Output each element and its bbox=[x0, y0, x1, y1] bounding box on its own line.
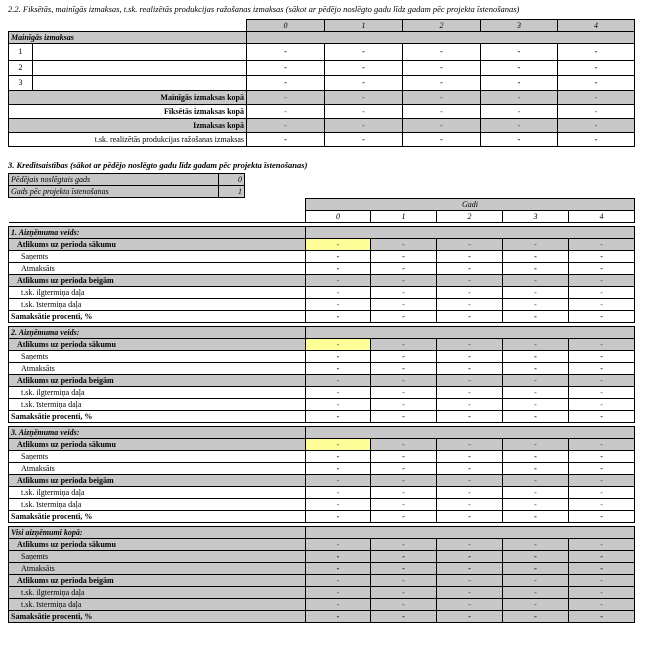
loan-title: Visi aizņēmumi kopā: bbox=[9, 527, 306, 539]
loan-value[interactable]: - bbox=[437, 363, 503, 375]
long-term-row bbox=[9, 387, 635, 399]
loan-value: - bbox=[371, 587, 437, 599]
long-term-row bbox=[9, 287, 635, 299]
loan-value[interactable]: - bbox=[503, 263, 569, 275]
loan-value: - bbox=[503, 611, 569, 623]
year-after-project-row bbox=[9, 186, 245, 198]
loan-value[interactable]: - bbox=[437, 351, 503, 363]
loan-value[interactable]: - bbox=[437, 463, 503, 475]
loan-value[interactable]: - bbox=[503, 463, 569, 475]
loan-value[interactable]: - bbox=[503, 311, 569, 323]
loan-value[interactable]: - bbox=[306, 311, 371, 323]
loan-value: - bbox=[503, 551, 569, 563]
loan-value[interactable]: - bbox=[569, 311, 635, 323]
loan-value[interactable]: - bbox=[437, 251, 503, 263]
cost-value[interactable]: - bbox=[403, 61, 481, 76]
loan-value[interactable]: - bbox=[306, 411, 371, 423]
loan-value: - bbox=[306, 587, 371, 599]
last-closed-year-row bbox=[9, 174, 245, 186]
loan-value[interactable]: - bbox=[371, 463, 437, 475]
loan-value: - bbox=[371, 475, 437, 487]
row-label: Samaksātie procenti, % bbox=[9, 611, 306, 623]
fixed-cost-value[interactable]: - bbox=[403, 105, 481, 119]
variable-costs-header-row bbox=[9, 32, 635, 44]
section-2-2-title: 2.2. Fiksētās, mainīgās izmaksas, t.sk. realizētās produkcijas ražošanas izmaksas (sākot ar pēdējo noslēgto gadu līdz gadam pēc projekta īstenošanas) bbox=[8, 4, 520, 14]
loan-value[interactable]: - bbox=[437, 511, 503, 523]
loan-value: - bbox=[371, 499, 437, 511]
cost-value[interactable]: - bbox=[558, 61, 635, 76]
row-label: Samaksātie procenti, % bbox=[9, 311, 306, 323]
loan-value[interactable]: - bbox=[503, 511, 569, 523]
loan-title: 1. Aizņēmuma veids: bbox=[9, 227, 306, 239]
loan-value: - bbox=[371, 299, 437, 311]
total-value: - bbox=[247, 119, 325, 133]
received-row[interactable] bbox=[9, 451, 635, 463]
loan-value[interactable]: - bbox=[371, 511, 437, 523]
loan-value[interactable]: - bbox=[569, 511, 635, 523]
short-term-row bbox=[9, 399, 635, 411]
total-value: - bbox=[558, 119, 635, 133]
loan-value: - bbox=[437, 399, 503, 411]
section-3-title: 3. Kredītsaistības (sākot ar pēdējo noslēgto gadu līdz gadam pēc projekta īstenošanas) bbox=[8, 160, 308, 170]
info-label: Gads pēc projekta īstenošanas bbox=[9, 186, 219, 198]
loan-title: 2. Aizņēmuma veids: bbox=[9, 327, 306, 339]
returned-row[interactable] bbox=[9, 363, 635, 375]
loan-value: - bbox=[371, 239, 437, 251]
loan-value: - bbox=[306, 375, 371, 387]
loan-value[interactable]: - bbox=[503, 451, 569, 463]
total-label: Izmaksas kopā bbox=[9, 119, 247, 133]
row-label: t.sk. ilgtermiņa daļa bbox=[9, 387, 306, 399]
production-costs-row[interactable] bbox=[9, 133, 635, 147]
loan-value: - bbox=[306, 275, 371, 287]
short-term-row bbox=[9, 299, 635, 311]
loan-value: - bbox=[569, 387, 635, 399]
fixed-cost-value[interactable]: - bbox=[247, 105, 325, 119]
loan-value[interactable]: - bbox=[437, 263, 503, 275]
row-label: Saņemts bbox=[9, 551, 306, 563]
received-row[interactable] bbox=[9, 251, 635, 263]
years-header-row bbox=[9, 20, 635, 32]
fixed-cost-value[interactable]: - bbox=[325, 105, 403, 119]
year-header: 3 bbox=[481, 20, 558, 32]
loan-value[interactable]: - bbox=[503, 351, 569, 363]
loan-value[interactable]: - bbox=[503, 411, 569, 423]
loan-value: - bbox=[371, 375, 437, 387]
loan-value: - bbox=[371, 399, 437, 411]
year-header: 1 bbox=[325, 20, 403, 32]
row-label: Atlikums uz perioda beigām bbox=[9, 375, 306, 387]
cost-value[interactable]: - bbox=[481, 76, 558, 91]
loan-value: - bbox=[503, 475, 569, 487]
loan-value[interactable]: - bbox=[503, 363, 569, 375]
fixed-cost-value[interactable]: - bbox=[558, 105, 635, 119]
loan-value: - bbox=[503, 563, 569, 575]
loan-value[interactable]: - bbox=[569, 351, 635, 363]
loan-value: - bbox=[569, 439, 635, 451]
year-header: 0 bbox=[306, 211, 371, 223]
loan-value: - bbox=[437, 239, 503, 251]
year-header: 2 bbox=[437, 211, 503, 223]
loan-value[interactable]: - bbox=[569, 263, 635, 275]
loan-value: - bbox=[437, 611, 503, 623]
cost-value[interactable]: - bbox=[247, 44, 325, 61]
loan-value: - bbox=[503, 287, 569, 299]
loan-value: - bbox=[437, 287, 503, 299]
balance-end-row bbox=[9, 575, 635, 587]
loan-value: - bbox=[306, 611, 371, 623]
loan-value: - bbox=[569, 299, 635, 311]
cost-name-input[interactable] bbox=[33, 76, 247, 91]
row-label: Atmaksāts bbox=[9, 563, 306, 575]
loan-value[interactable]: - bbox=[371, 363, 437, 375]
loan-value: - bbox=[437, 339, 503, 351]
loan-value: - bbox=[503, 439, 569, 451]
loan-value: - bbox=[569, 539, 635, 551]
row-label: Atmaksāts bbox=[9, 363, 306, 375]
year-header: 3 bbox=[503, 211, 569, 223]
loan-value: - bbox=[569, 339, 635, 351]
row-label: Samaksātie procenti, % bbox=[9, 511, 306, 523]
row-label: t.sk. ilgtermiņa daļa bbox=[9, 287, 306, 299]
loan-value: - bbox=[569, 475, 635, 487]
row-label: Atlikums uz perioda beigām bbox=[9, 475, 306, 487]
row-label: t.sk. īstermiņa daļa bbox=[9, 399, 306, 411]
row-label: Saņemts bbox=[9, 451, 306, 463]
production-cost-value[interactable]: - bbox=[481, 133, 558, 147]
loan-value: - bbox=[437, 563, 503, 575]
interest-row[interactable] bbox=[9, 511, 635, 523]
info-value: 1 bbox=[219, 186, 245, 198]
short-term-row bbox=[9, 499, 635, 511]
received-row[interactable] bbox=[9, 351, 635, 363]
row-label: Atlikums uz perioda beigām bbox=[9, 275, 306, 287]
cost-value[interactable]: - bbox=[403, 76, 481, 91]
variable-costs-heading: Mainīgās izmaksas bbox=[9, 32, 247, 44]
row-number: 2 bbox=[9, 61, 33, 76]
loan-value: - bbox=[371, 563, 437, 575]
loan-value[interactable]: - bbox=[569, 251, 635, 263]
cost-row[interactable] bbox=[9, 76, 635, 91]
loan-value: - bbox=[437, 475, 503, 487]
loan-value: - bbox=[371, 287, 437, 299]
loan-value: - bbox=[503, 487, 569, 499]
loan-value: - bbox=[306, 299, 371, 311]
row-label: Atmaksāts bbox=[9, 263, 306, 275]
total-label: Mainīgās izmaksas kopā bbox=[9, 91, 247, 105]
row-number: 3 bbox=[9, 76, 33, 91]
loan-value: - bbox=[503, 575, 569, 587]
loan-value: - bbox=[437, 487, 503, 499]
loan-value[interactable]: - bbox=[306, 363, 371, 375]
cost-value[interactable]: - bbox=[481, 61, 558, 76]
loan-value: - bbox=[569, 587, 635, 599]
loan-value: - bbox=[437, 275, 503, 287]
cost-value[interactable]: - bbox=[325, 76, 403, 91]
loan-value[interactable]: - bbox=[503, 251, 569, 263]
loan-value: - bbox=[371, 599, 437, 611]
loan-value: - bbox=[503, 275, 569, 287]
cost-value[interactable]: - bbox=[481, 44, 558, 61]
returned-row[interactable] bbox=[9, 263, 635, 275]
loan-value[interactable]: - bbox=[306, 511, 371, 523]
variable-costs-total-row bbox=[9, 91, 635, 105]
fixed-costs-total-row[interactable] bbox=[9, 105, 635, 119]
loan-value: - bbox=[437, 439, 503, 451]
info-label: Pēdējais noslēgtais gads bbox=[9, 174, 219, 186]
cost-row[interactable] bbox=[9, 61, 635, 76]
loan-value[interactable]: - bbox=[569, 451, 635, 463]
year-info-table bbox=[8, 173, 245, 198]
loan-value[interactable]: - bbox=[569, 411, 635, 423]
years-header-row bbox=[9, 211, 635, 223]
row-label: Atlikums uz perioda beigām bbox=[9, 575, 306, 587]
loan-value: - bbox=[437, 387, 503, 399]
loan-value: - bbox=[569, 563, 635, 575]
short-term-row bbox=[9, 599, 635, 611]
loan-value[interactable]: - bbox=[306, 451, 371, 463]
loan-value: - bbox=[306, 399, 371, 411]
cost-value[interactable]: - bbox=[558, 44, 635, 61]
row-label: t.sk. īstermiņa daļa bbox=[9, 599, 306, 611]
production-cost-value[interactable]: - bbox=[247, 133, 325, 147]
loan-value[interactable]: - bbox=[437, 411, 503, 423]
loan-value: - bbox=[569, 599, 635, 611]
cost-name-input[interactable] bbox=[33, 44, 247, 61]
year-header: 2 bbox=[403, 20, 481, 32]
years-group-header: Gadi bbox=[306, 199, 635, 211]
balance-end-row bbox=[9, 275, 635, 287]
loan-value: - bbox=[371, 611, 437, 623]
total-value: - bbox=[481, 119, 558, 133]
total-value: - bbox=[325, 119, 403, 133]
loan-value: - bbox=[437, 375, 503, 387]
loan-value: - bbox=[306, 539, 371, 551]
loan-value: - bbox=[503, 599, 569, 611]
loan-value[interactable]: - bbox=[371, 251, 437, 263]
total-label: Fiksētās izmaksas kopā bbox=[9, 105, 247, 119]
total-value: - bbox=[325, 91, 403, 105]
total-value: - bbox=[403, 119, 481, 133]
loan-value: - bbox=[569, 611, 635, 623]
returned-row bbox=[9, 563, 635, 575]
year-header: 4 bbox=[569, 211, 635, 223]
loan-value: - bbox=[306, 575, 371, 587]
loan-value[interactable]: - bbox=[306, 263, 371, 275]
year-header: 1 bbox=[371, 211, 437, 223]
loan-value: - bbox=[503, 399, 569, 411]
loan-value[interactable]: - bbox=[437, 451, 503, 463]
cost-name-input[interactable] bbox=[33, 61, 247, 76]
cost-row[interactable] bbox=[9, 44, 635, 61]
loan-value: - bbox=[437, 599, 503, 611]
loan-value: - bbox=[437, 551, 503, 563]
loan-value: - bbox=[437, 299, 503, 311]
row-label: Atlikums uz perioda sākumu bbox=[9, 239, 306, 251]
loan-value[interactable]: - bbox=[371, 263, 437, 275]
loan-value: - bbox=[306, 599, 371, 611]
row-label: Saņemts bbox=[9, 351, 306, 363]
loan-value: - bbox=[569, 239, 635, 251]
loan-title: 3. Aizņēmuma veids: bbox=[9, 427, 306, 439]
cost-value[interactable]: - bbox=[325, 44, 403, 61]
loan-value: - bbox=[437, 539, 503, 551]
loan-value[interactable]: - bbox=[306, 251, 371, 263]
loan-value: - bbox=[503, 539, 569, 551]
row-label: Saņemts bbox=[9, 251, 306, 263]
total-value: - bbox=[481, 91, 558, 105]
fixed-cost-value[interactable]: - bbox=[481, 105, 558, 119]
loan-value: - bbox=[569, 375, 635, 387]
loan-value[interactable]: - bbox=[371, 311, 437, 323]
loan-value[interactable]: - bbox=[437, 311, 503, 323]
loan-value: - bbox=[371, 339, 437, 351]
cost-value[interactable]: - bbox=[247, 76, 325, 91]
row-label: t.sk. ilgtermiņa daļa bbox=[9, 587, 306, 599]
total-value: - bbox=[558, 91, 635, 105]
row-number: 1 bbox=[9, 44, 33, 61]
loan-value: - bbox=[569, 275, 635, 287]
balance-start-row bbox=[9, 439, 635, 451]
year-header: 4 bbox=[558, 20, 635, 32]
cost-value[interactable]: - bbox=[558, 76, 635, 91]
loan-value: - bbox=[371, 275, 437, 287]
balance-end-row bbox=[9, 375, 635, 387]
loan-value[interactable]: - bbox=[569, 463, 635, 475]
loan-value: - bbox=[306, 439, 371, 451]
loan-value: - bbox=[306, 387, 371, 399]
loans-table bbox=[8, 198, 635, 623]
loan-title-row bbox=[9, 427, 635, 439]
row-label: Atlikums uz perioda sākumu bbox=[9, 539, 306, 551]
loan-value: - bbox=[569, 575, 635, 587]
loan-value[interactable]: - bbox=[306, 463, 371, 475]
loan-value: - bbox=[503, 299, 569, 311]
loan-value: - bbox=[371, 539, 437, 551]
row-label: t.sk. īstermiņa daļa bbox=[9, 499, 306, 511]
loan-value: - bbox=[306, 287, 371, 299]
total-label: t.sk. realizētās produkcijas ražošanas izmaksas bbox=[9, 133, 247, 147]
loan-value: - bbox=[371, 387, 437, 399]
cost-value[interactable]: - bbox=[247, 61, 325, 76]
year-header: 0 bbox=[247, 20, 325, 32]
loan-value: - bbox=[569, 551, 635, 563]
loan-value: - bbox=[437, 499, 503, 511]
info-value: 0 bbox=[219, 174, 245, 186]
row-label: Atmaksāts bbox=[9, 463, 306, 475]
loan-value: - bbox=[306, 475, 371, 487]
interest-row[interactable] bbox=[9, 311, 635, 323]
costs-table bbox=[8, 19, 635, 147]
loan-value: - bbox=[503, 499, 569, 511]
loan-value[interactable]: - bbox=[371, 351, 437, 363]
years-group-row bbox=[9, 199, 635, 211]
interest-row bbox=[9, 611, 635, 623]
loan-value: - bbox=[371, 487, 437, 499]
loan-value[interactable]: - bbox=[371, 451, 437, 463]
total-value: - bbox=[403, 91, 481, 105]
loan-value: - bbox=[569, 287, 635, 299]
loan-value: - bbox=[503, 239, 569, 251]
received-row bbox=[9, 551, 635, 563]
loan-value[interactable]: - bbox=[306, 351, 371, 363]
cost-value[interactable]: - bbox=[403, 44, 481, 61]
loan-value[interactable]: - bbox=[569, 363, 635, 375]
loan-value: - bbox=[503, 587, 569, 599]
total-value: - bbox=[247, 91, 325, 105]
loan-value[interactable]: - bbox=[371, 411, 437, 423]
production-cost-value[interactable]: - bbox=[325, 133, 403, 147]
long-term-row bbox=[9, 587, 635, 599]
loan-value: - bbox=[569, 487, 635, 499]
row-label: t.sk. ilgtermiņa daļa bbox=[9, 487, 306, 499]
row-label: Atlikums uz perioda sākumu bbox=[9, 439, 306, 451]
loan-title-row bbox=[9, 527, 635, 539]
loan-value: - bbox=[569, 399, 635, 411]
loan-value: - bbox=[437, 575, 503, 587]
balance-start-row bbox=[9, 539, 635, 551]
loan-value: - bbox=[503, 387, 569, 399]
loan-value: - bbox=[437, 587, 503, 599]
loan-title-row bbox=[9, 327, 635, 339]
cost-value[interactable]: - bbox=[325, 61, 403, 76]
loan-value: - bbox=[306, 339, 371, 351]
loan-value: - bbox=[503, 339, 569, 351]
costs-total-row bbox=[9, 119, 635, 133]
loan-value: - bbox=[306, 563, 371, 575]
loan-value: - bbox=[306, 499, 371, 511]
row-label: Atlikums uz perioda sākumu bbox=[9, 339, 306, 351]
production-cost-value[interactable]: - bbox=[403, 133, 481, 147]
row-label: t.sk. īstermiņa daļa bbox=[9, 299, 306, 311]
long-term-row bbox=[9, 487, 635, 499]
loan-value: - bbox=[371, 551, 437, 563]
loan-value: - bbox=[371, 439, 437, 451]
loan-value: - bbox=[306, 551, 371, 563]
loan-title-row bbox=[9, 227, 635, 239]
loan-value: - bbox=[306, 239, 371, 251]
row-label: Samaksātie procenti, % bbox=[9, 411, 306, 423]
loan-value: - bbox=[503, 375, 569, 387]
balance-end-row bbox=[9, 475, 635, 487]
loan-value: - bbox=[306, 487, 371, 499]
loan-value: - bbox=[569, 499, 635, 511]
interest-row[interactable] bbox=[9, 411, 635, 423]
loan-value: - bbox=[371, 575, 437, 587]
balance-start-row bbox=[9, 339, 635, 351]
balance-start-row bbox=[9, 239, 635, 251]
returned-row[interactable] bbox=[9, 463, 635, 475]
production-cost-value[interactable]: - bbox=[558, 133, 635, 147]
